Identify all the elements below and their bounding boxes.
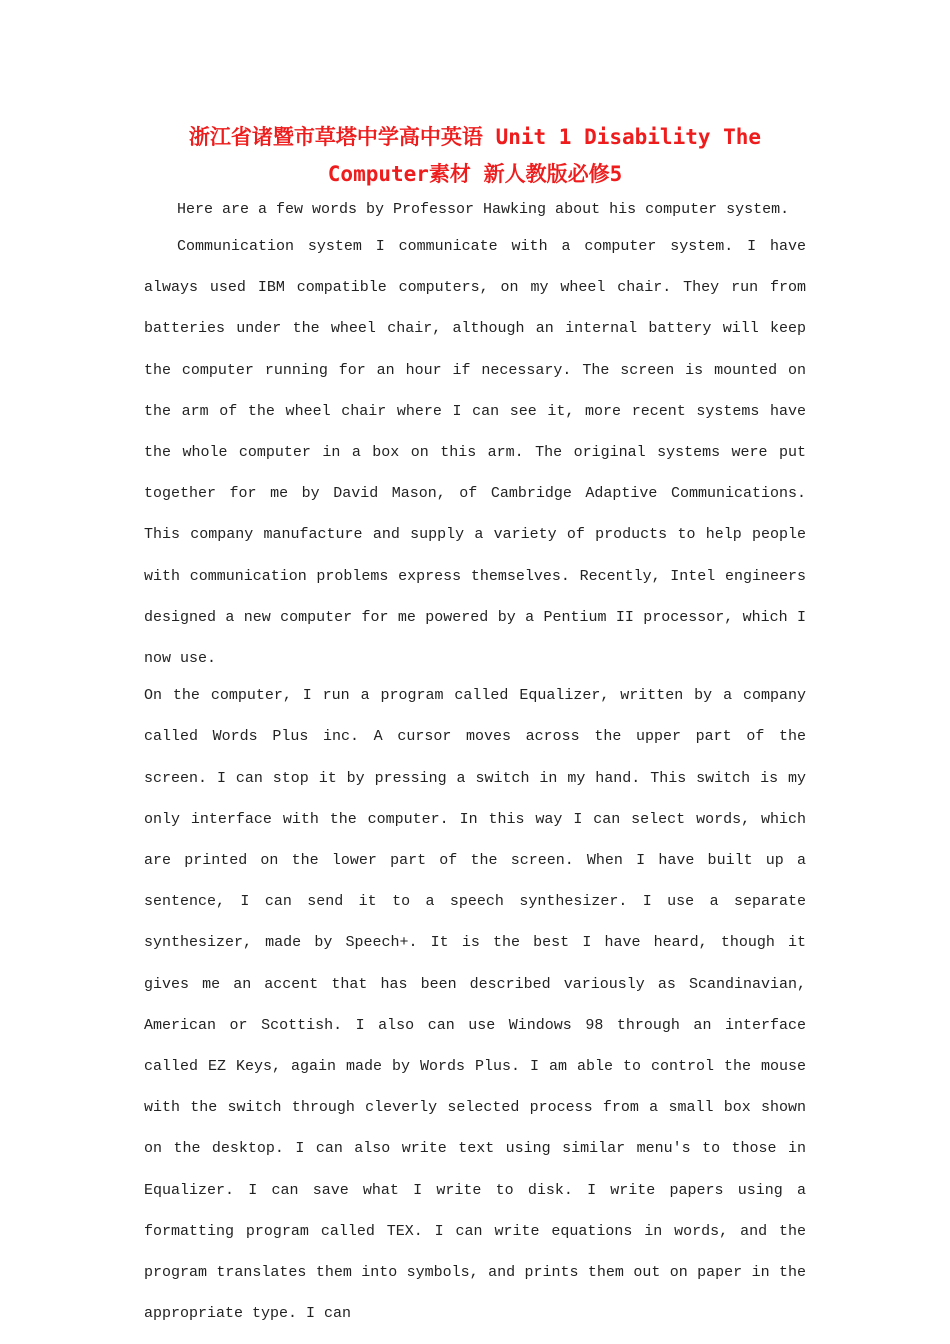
title-line-2: Computer素材 新人教版必修5 [327, 162, 623, 186]
title-line-1: 浙江省诸暨市草塔中学高中英语 Unit 1 Disability The [188, 125, 762, 149]
intro-paragraph: Here are a few words by Professor Hawking about his computer system. [177, 201, 790, 218]
document-title [144, 119, 806, 193]
equalizer-paragraph: On the computer, I run a program called Equalizer, written by a company called Words Plus inc. A cursor moves across the upper part of the screen. I can stop it by pressing a switch in my hand. This switch is my only interface with the computer. In this way I can select words, which are printed on the lower part of the screen. When I have built up a sentence, I can send it to a speech synthesizer. I use a separate synthesizer, made by Speech+. It is the best I have heard, though it gives me an accent that has been described variously as Scandinavian, American or Scottish. I also can use Windows 98 through an interface called EZ Keys, again made by Words Plus. I am able to control the mouse with the switch through cleverly selected process from a small box shown on the desktop. I can also write text using similar menu's to those in Equalizer. I can save what I write to disk. I write papers using a formatting program called TEX. I can write equations in words, and the program translates them into symbols, and prints them out on paper in the appropriate type. I can [144, 687, 806, 1323]
communication-system-paragraph: Communication system I communicate with a computer system. I have always used IBM compatible computers, on my wheel chair. They run from batteries under the wheel chair, although an internal battery will keep the computer running for an hour if necessary. The screen is mounted on the arm of the wheel chair where I can see it, more recent systems have the whole computer in a box on this arm. The original systems were put together for me by David Mason, of Cambridge Adaptive Communications. This company manufacture and supply a variety of products to help people with communication problems express themselves. Recently, Intel engineers designed a new computer for me powered by a Pentium II processor, which I now use. [144, 238, 806, 668]
document-body [144, 192, 806, 1334]
